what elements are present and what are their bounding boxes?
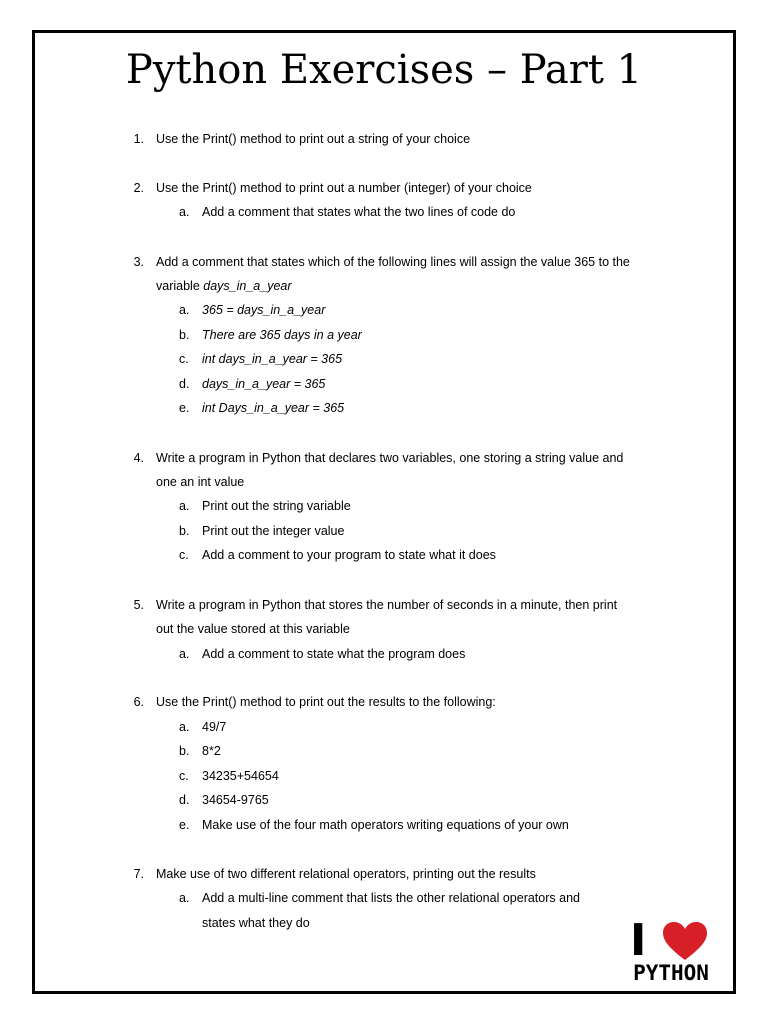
- sub-item-text: int days_in_a_year = 365: [202, 352, 343, 366]
- exercise-text: Write a program in Python that stores the number of seconds in a minute, then print: [156, 598, 618, 612]
- sub-item-text: There are 365 days in a year: [202, 328, 362, 342]
- sub-item-letter: e.: [179, 818, 190, 832]
- page-border: [32, 30, 736, 994]
- exercise-number: 7.: [133, 867, 144, 881]
- sub-item-letter: d.: [179, 377, 190, 391]
- sub-item-text: 49/7: [202, 720, 227, 734]
- heart-icon: [662, 922, 708, 962]
- sub-item-text: Print out the string variable: [202, 499, 351, 513]
- exercise-number: 4.: [133, 451, 144, 465]
- sub-item-letter: a.: [179, 647, 190, 661]
- sub-item-letter: a.: [179, 303, 190, 317]
- sub-item-letter: a.: [179, 891, 190, 905]
- sub-item-letter: d.: [179, 793, 190, 807]
- exercise-number: 1.: [133, 132, 144, 146]
- page-title: Python Exercises – Part 1: [125, 47, 643, 93]
- sub-item-text: Make use of the four math operators writing equations of your own: [202, 818, 569, 832]
- logo-word: PYTHON: [633, 961, 709, 985]
- sub-item-letter: c.: [179, 352, 189, 366]
- sub-item-text: 365 = days_in_a_year: [202, 303, 326, 317]
- sub-item-text: 34235+54654: [202, 769, 279, 783]
- exercise-number: 2.: [133, 181, 144, 195]
- sub-item-letter: e.: [179, 401, 190, 415]
- exercise-text: Make use of two different relational operators, printing out the results: [156, 867, 536, 881]
- sub-item-letter: b.: [179, 328, 190, 342]
- exercise-text: out the value stored at this variable: [156, 622, 350, 636]
- sub-item-text: 8*2: [202, 744, 221, 758]
- variable-name: days_in_a_year: [203, 279, 292, 293]
- sub-item-letter: a.: [179, 499, 190, 513]
- i-love-python-logo: [614, 915, 726, 990]
- sub-item-text: Add a comment that states what the two lines of code do: [202, 205, 516, 219]
- exercise-number: 6.: [133, 695, 144, 709]
- exercise-text: one an int value: [156, 475, 245, 489]
- sub-item-letter: b.: [179, 744, 190, 758]
- sub-item-text: int Days_in_a_year = 365: [202, 401, 345, 415]
- sub-item-letter: a.: [179, 720, 190, 734]
- sub-item-text: days_in_a_year = 365: [202, 377, 326, 391]
- sub-item-text: Add a comment to state what the program does: [202, 647, 466, 661]
- exercise-number: 3.: [133, 255, 144, 269]
- exercise-text: Use the Print() method to print out a number (integer) of your choice: [156, 181, 532, 195]
- exercise-text: Write a program in Python that declares two variables, one storing a string value and: [156, 451, 624, 465]
- exercise-text: Use the Print() method to print out the results to the following:: [156, 695, 496, 709]
- logo-letter: I: [630, 915, 647, 966]
- sub-item-letter: a.: [179, 205, 190, 219]
- sub-item-letter: c.: [179, 769, 189, 783]
- sub-item-letter: b.: [179, 524, 190, 538]
- sub-item-text: Print out the integer value: [202, 524, 345, 538]
- sub-item-text: Add a comment to your program to state what it does: [202, 548, 496, 562]
- sub-item-letter: c.: [179, 548, 189, 562]
- exercise-text: Use the Print() method to print out a string of your choice: [156, 132, 471, 146]
- sub-item-text: states what they do: [202, 916, 310, 930]
- exercise-text: Add a comment that states which of the following lines will assign the value 365 to the: [156, 255, 630, 269]
- exercise-number: 5.: [133, 598, 144, 612]
- sub-item-text: Add a multi-line comment that lists the other relational operators and: [202, 891, 580, 905]
- exercise-text: variable: [156, 279, 204, 293]
- sub-item-text: 34654-9765: [202, 793, 269, 807]
